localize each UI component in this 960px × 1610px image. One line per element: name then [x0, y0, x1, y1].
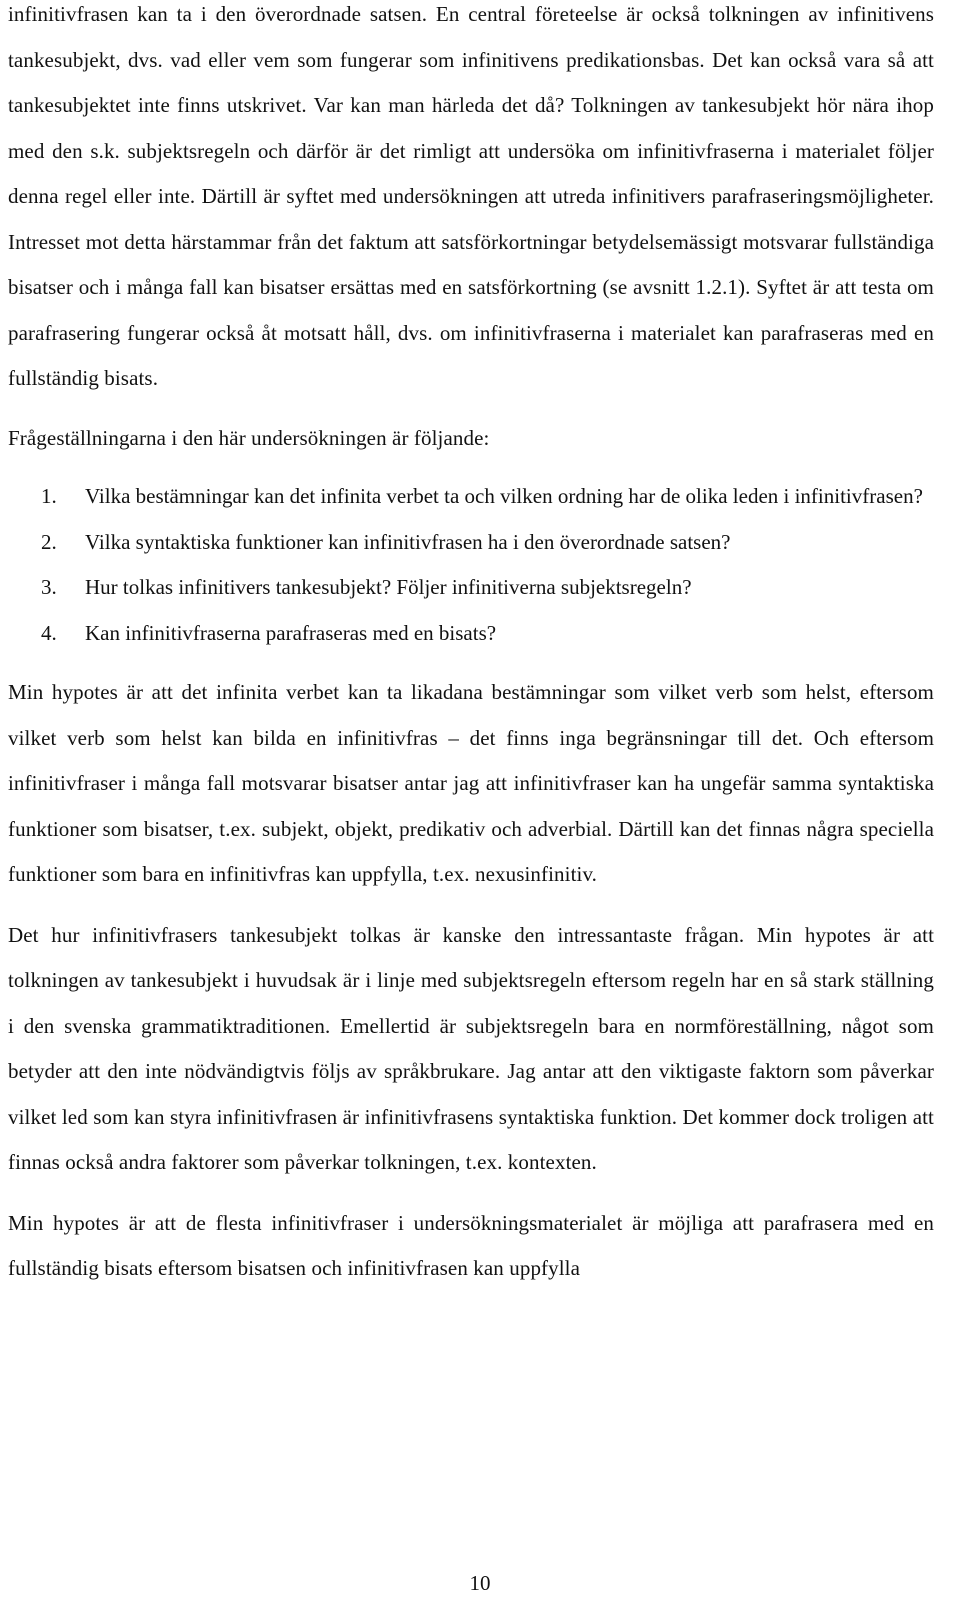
list-item	[8, 565, 934, 611]
list-item-number: 3.	[41, 575, 57, 599]
document-page	[8, 0, 934, 1292]
paragraph-hypothesis-1: Min hypotes är att det infinita verbet kan ta likadana bestämningar som vilket verb som helst, eftersom vilket verb som helst kan bilda en infinitivfras – det finns inga begränsningar till det. Och eftersom infinitivfraser i många fall motsvarar bisatser antar jag att infinitivfraser kan ha ungefär samma syntaktiska funktioner som bisatser, t.ex. subjekt, objekt, predikativ och adverbial. Därtill kan det finnas några speciella funktioner som bara en infinitivfras kan uppfylla, t.ex. nexusinfinitiv.	[8, 680, 934, 886]
paragraph-questions-lead: Frågeställningarna i den här undersökningen är följande:	[8, 425, 490, 450]
list-item-text: Hur tolkas infinitivers tankesubjekt? Följer infinitiverna subjektsregeln?	[85, 575, 692, 599]
list-item-number: 4.	[41, 620, 57, 645]
paragraph-intro: infinitivfrasen kan ta i den överordnade satsen. En central företeelse är också tolkningen av infinitivens tankesubjekt, dvs. vad eller vem som fungerar som infinitivens predikationsbas. Det kan också vara så att tankesubjektet inte finns utskrivet. Var kan man härleda det då? Tolkningen av tankesubjekt hör nära ihop med den s.k. subjektsregeln och därför är det rimligt att undersöka om infinitivfraserna i materialet följer denna regel eller inte. Därtill är syftet med undersökningen att utreda infinitivers parafraseringsmöjligheter. Intresset mot detta härstammar från det faktum att satsförkortningar betydelsemässigt motsvarar fullständiga bisatser och i många fall kan bisatser ersättas med en satsförkortning (se avsnitt 1.2.1). Syftet är att testa om parafrasering fungerar också åt motsatt håll, dvs. om infinitivfraserna i materialet kan parafraseras med en fullständig bisats.	[8, 2, 934, 390]
list-item-text: Kan infinitivfraserna parafraseras med en bisats?	[85, 620, 497, 645]
paragraph-hypothesis-3: Min hypotes är att de flesta infinitivfraser i undersökningsmaterialet är möjliga att parafrasera med en fullständig bisats eftersom bisatsen och infinitivfrasen kan uppfylla	[8, 1210, 934, 1280]
list-item-text: Vilka syntaktiska funktioner kan infinitivfrasen ha i den överordnade satsen?	[85, 529, 731, 554]
page-number: 10	[469, 1571, 491, 1595]
list-item	[8, 520, 934, 566]
questions-list	[8, 474, 934, 656]
list-item	[8, 474, 934, 520]
list-item-number: 1.	[41, 484, 57, 508]
paragraph-hypothesis-2: Det hur infinitivfrasers tankesubjekt tolkas är kanske den intressantaste frågan. Min hypotes är att tolkningen av tankesubjekt i huvudsak är i linje med subjektsregeln eftersom regeln har en så stark ställning i den svenska grammatiktraditionen. Emellertid är subjektsregeln bara en normföreställning, något som betyder att den inte nödvändigtvis följs av språkbrukare. Jag antar att den viktigaste faktorn som påverkar vilket led som kan styra infinitivfrasen är infinitivfrasens syntaktiska funktion. Det kommer dock troligen att finnas också andra faktorer som påverkar tolkningen, t.ex. kontexten.	[8, 922, 934, 1174]
list-item	[8, 611, 934, 657]
list-item-text: Vilka bestämningar kan det infinita verbet ta och vilken ordning har de olika leden i infinitivfrasen?	[85, 484, 923, 508]
list-item-number: 2.	[41, 529, 57, 554]
